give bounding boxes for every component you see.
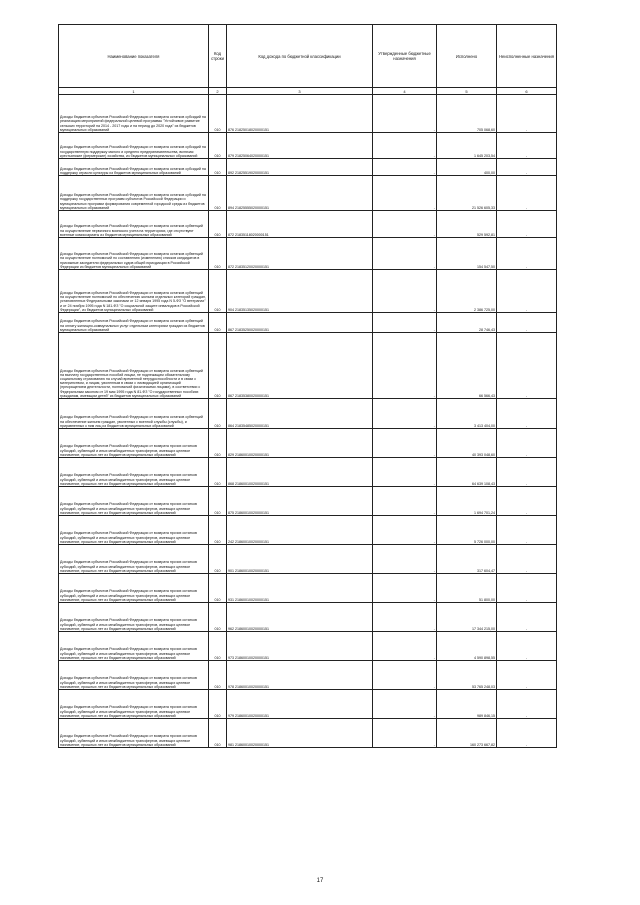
row-unexecuted: - <box>497 516 557 545</box>
row-approved: - <box>373 458 437 487</box>
col-number: 1 <box>59 88 209 95</box>
table-row <box>59 159 557 176</box>
row-unexecuted: - <box>497 429 557 458</box>
row-approved: - <box>373 399 437 429</box>
table-row <box>59 399 557 429</box>
table-row <box>59 574 557 603</box>
row-unexecuted: - <box>497 176 557 211</box>
row-unexecuted: - <box>497 690 557 719</box>
row-executed: 4 590 898,55 <box>437 632 497 661</box>
header-name: Наименование показателя <box>59 25 209 88</box>
table-row <box>59 661 557 690</box>
row-executed: 3 413 404,00 <box>437 399 497 429</box>
row-executed: 989 846,15 <box>437 690 497 719</box>
row-unexecuted: - <box>497 399 557 429</box>
row-unexecuted: - <box>497 211 557 238</box>
row-line-code: 010 <box>209 603 227 632</box>
table-row <box>59 176 557 211</box>
table-row <box>59 545 557 574</box>
row-name: Доходы бюджетов субъектов Российской Федерации от возврата остатков субсидий на государственную поддержку малого и среднего предпринимательства, включая крестьянские (фермерские) хозяйства, из бюджетов муниципальных образований <box>59 133 209 159</box>
row-income-code: 872 21835118020000151 <box>227 211 373 238</box>
table-row <box>59 603 557 632</box>
row-approved: - <box>373 719 437 748</box>
row-line-code: 010 <box>209 690 227 719</box>
row-unexecuted: - <box>497 159 557 176</box>
row-unexecuted: - <box>497 487 557 516</box>
row-line-code: 010 <box>209 574 227 603</box>
row-executed: 5 726 000,00 <box>437 516 497 545</box>
row-approved: - <box>373 95 437 133</box>
row-unexecuted: - <box>497 458 557 487</box>
row-approved: - <box>373 159 437 176</box>
row-name: Доходы бюджетов субъектов Российской Федерации от возврата прочих остатков субсидий, субвенций и иных межбюджетных трансфертов, имеющих целевое назначение, прошлых лет из бюджетов муниципальных образований <box>59 458 209 487</box>
row-name: Доходы бюджетов субъектов Российской Федерации от возврата остатков субвенций на осуществление полномочий по обеспечению жильем отдельных категорий граждан, установленных Федеральными законами от 12 января 1995 года N 5-ФЗ "О ветеранах" и от 24 ноября 1995 года N 181-ФЗ "О социальной защите инвалидов в Российской Федерации", из бюджетов муниципальных образований <box>59 270 209 313</box>
row-income-code: 876 21825018020000151 <box>227 95 373 133</box>
row-income-code: 904 21835135020000151 <box>227 270 373 313</box>
row-line-code: 010 <box>209 313 227 333</box>
header-unexecuted: Неисполненные назначения <box>497 25 557 88</box>
row-unexecuted: - <box>497 333 557 399</box>
row-income-code: 892 21825519020000151 <box>227 159 373 176</box>
row-approved: - <box>373 574 437 603</box>
row-approved: - <box>373 603 437 632</box>
row-name: Доходы бюджетов субъектов Российской Федерации от возврата остатков субсидий на реализацию мероприятий федеральной целевой программы "Устойчивое развитие сельских территорий на 2014 - 2017 годы и на период до 2020 года" из бюджетов муниципальных образований <box>59 95 209 133</box>
row-name: Доходы бюджетов субъектов Российской Федерации от возврата остатков субвенций на выплату государственных пособий лицам, не подлежащим обязательному социальному страхованию на случай временной нетрудоспособности и в связи с материнством, и лицам, уволенным в связи с ликвидацией организаций (прекращением деятельности, полномочий физическими лицами), в соответствии с Федеральным законом от 19 мая 1995 года N 81-ФЗ "О государственных пособиях гражданам, имеющим детей" из бюджетов муниципальных образований <box>59 333 209 399</box>
row-unexecuted: - <box>497 238 557 270</box>
row-income-code: 867 21835250020000151 <box>227 313 373 333</box>
row-line-code: 010 <box>209 95 227 133</box>
row-executed: 160 273 667,82 <box>437 719 497 748</box>
row-executed: 21 526 605,33 <box>437 176 497 211</box>
row-approved: - <box>373 238 437 270</box>
row-executed: 400,00 <box>437 159 497 176</box>
row-line-code: 010 <box>209 238 227 270</box>
row-line-code: 010 <box>209 661 227 690</box>
row-line-code: 010 <box>209 211 227 238</box>
row-income-code: 962 21860010020000151 <box>227 603 373 632</box>
row-line-code: 010 <box>209 632 227 661</box>
row-line-code: 010 <box>209 719 227 748</box>
row-executed: 2 386 725,00 <box>437 270 497 313</box>
table-row <box>59 429 557 458</box>
row-approved: - <box>373 176 437 211</box>
row-approved: - <box>373 313 437 333</box>
row-unexecuted: - <box>497 574 557 603</box>
row-income-code: 973 21860010020000151 <box>227 632 373 661</box>
row-approved: - <box>373 661 437 690</box>
row-income-code: 872 21835120020000151 <box>227 238 373 270</box>
row-approved: - <box>373 545 437 574</box>
row-name: Доходы бюджетов субъектов Российской Федерации от возврата прочих остатков субсидий, субвенций и иных межбюджетных трансфертов, имеющих целевое назначение, прошлых лет из бюджетов муниципальных образований <box>59 603 209 632</box>
row-approved: - <box>373 333 437 399</box>
row-unexecuted: - <box>497 603 557 632</box>
row-approved: - <box>373 487 437 516</box>
table-row <box>59 270 557 313</box>
row-name: Доходы бюджетов субъектов Российской Федерации от возврата остатков субвенций на осуществление полномочий по составлению (изменению) списков кандидатов в присяжные заседатели федеральных судов общей юрисдикции в Российской Федерации из бюджетов муниципальных образований <box>59 238 209 270</box>
row-line-code: 010 <box>209 270 227 313</box>
budget-report-table <box>58 24 557 748</box>
row-executed: 51 800,00 <box>437 574 497 603</box>
row-executed: 66 566,43 <box>437 333 497 399</box>
row-income-code: 978 21860010020000151 <box>227 661 373 690</box>
row-approved: - <box>373 133 437 159</box>
col-number: 4 <box>373 88 437 95</box>
row-line-code: 010 <box>209 429 227 458</box>
row-name: Доходы бюджетов субъектов Российской Федерации от возврата прочих остатков субсидий, субвенций и иных межбюджетных трансфертов, имеющих целевое назначение, прошлых лет из бюджетов муниципальных образований <box>59 574 209 603</box>
row-executed: 529 592,81 <box>437 211 497 238</box>
header-line-code: Код строки <box>209 25 227 88</box>
row-name: Доходы бюджетов субъектов Российской Федерации от возврата прочих остатков субсидий, субвенций и иных межбюджетных трансфертов, имеющих целевое назначение, прошлых лет из бюджетов муниципальных образований <box>59 516 209 545</box>
table-row <box>59 211 557 238</box>
row-name: Доходы бюджетов субъектов Российской Федерации от возврата остатков субвенций на осуществление первичного воинского учета на территориях, где отсутствуют военные комиссариаты из бюджетов муниципальных образований <box>59 211 209 238</box>
row-name: Доходы бюджетов субъектов Российской Федерации от возврата прочих остатков субсидий, субвенций и иных межбюджетных трансфертов, имеющих целевое назначение, прошлых лет из бюджетов муниципальных образований <box>59 719 209 748</box>
table-body <box>59 95 557 748</box>
row-income-code: 931 21860010020000151 <box>227 574 373 603</box>
row-unexecuted: - <box>497 313 557 333</box>
table-row <box>59 333 557 399</box>
header-executed: Исполнено <box>437 25 497 88</box>
row-unexecuted: - <box>497 545 557 574</box>
row-income-code: 879 21825064020000151 <box>227 133 373 159</box>
col-number: 6 <box>497 88 557 95</box>
row-income-code: 868 21860010020000151 <box>227 458 373 487</box>
table-row <box>59 133 557 159</box>
table-row <box>59 313 557 333</box>
row-executed: 1 694 701,24 <box>437 487 497 516</box>
header-income-code: Код дохода по бюджетной классификации <box>227 25 373 88</box>
row-approved: - <box>373 270 437 313</box>
col-number: 3 <box>227 88 373 95</box>
table-row <box>59 719 557 748</box>
row-name: Доходы бюджетов субъектов Российской Федерации от возврата остатков субвенций на оплату жилищно-коммунальных услуг отдельным категориям граждан из бюджетов муниципальных образований <box>59 313 209 333</box>
row-name: Доходы бюджетов субъектов Российской Федерации от возврата остатков субсидий на поддержку отрасли культуры из бюджетов муниципальных образований <box>59 159 209 176</box>
row-unexecuted: - <box>497 133 557 159</box>
row-name: Доходы бюджетов субъектов Российской Федерации от возврата прочих остатков субсидий, субвенций и иных межбюджетных трансфертов, имеющих целевое назначение, прошлых лет из бюджетов муниципальных образований <box>59 690 209 719</box>
table-row <box>59 95 557 133</box>
row-name: Доходы бюджетов субъектов Российской Федерации от возврата прочих остатков субсидий, субвенций и иных межбюджетных трансфертов, имеющих целевое назначение, прошлых лет из бюджетов муниципальных образований <box>59 661 209 690</box>
row-line-code: 010 <box>209 133 227 159</box>
row-name: Доходы бюджетов субъектов Российской Федерации от возврата прочих остатков субсидий, субвенций и иных межбюджетных трансфертов, имеющих целевое назначение, прошлых лет из бюджетов муниципальных образований <box>59 429 209 458</box>
row-line-code: 010 <box>209 487 227 516</box>
table-row <box>59 487 557 516</box>
header-row <box>59 25 557 88</box>
row-executed: 17 344 215,00 <box>437 603 497 632</box>
row-line-code: 010 <box>209 458 227 487</box>
row-approved: - <box>373 516 437 545</box>
row-executed: 53 765 248,03 <box>437 661 497 690</box>
row-income-code: 979 21860010020000151 <box>227 690 373 719</box>
header-approved: Утвержденные бюджетные назначения <box>373 25 437 88</box>
row-income-code: 829 21860010020000151 <box>227 429 373 458</box>
row-approved: - <box>373 690 437 719</box>
page-number: 17 <box>316 878 324 884</box>
row-unexecuted: - <box>497 270 557 313</box>
row-name: Доходы бюджетов субъектов Российской Федерации от возврата остатков субвенций на обеспечение жильем граждан, уволенных с военной службы (службы), и приравненных к ним лиц из бюджетов муниципальных образований <box>59 399 209 429</box>
col-number: 2 <box>209 88 227 95</box>
row-executed: 317 604,47 <box>437 545 497 574</box>
row-income-code: 242 21860010020000151 <box>227 516 373 545</box>
row-executed: 40 393 048,60 <box>437 429 497 458</box>
row-unexecuted: - <box>497 95 557 133</box>
row-income-code: 864 21835485020000151 <box>227 399 373 429</box>
row-approved: - <box>373 632 437 661</box>
row-unexecuted: - <box>497 661 557 690</box>
row-name: Доходы бюджетов субъектов Российской Федерации от возврата прочих остатков субсидий, субвенций и иных межбюджетных трансфертов, имеющих целевое назначение, прошлых лет из бюджетов муниципальных образований <box>59 632 209 661</box>
table-row <box>59 458 557 487</box>
row-line-code: 010 <box>209 399 227 429</box>
row-executed: 154 547,50 <box>437 238 497 270</box>
row-income-code: 901 21860010020000151 <box>227 545 373 574</box>
row-unexecuted: - <box>497 632 557 661</box>
row-executed: 705 068,60 <box>437 95 497 133</box>
row-line-code: 010 <box>209 159 227 176</box>
table-row <box>59 632 557 661</box>
row-income-code: 981 21860010020000151 <box>227 719 373 748</box>
row-unexecuted: - <box>497 719 557 748</box>
row-line-code: 010 <box>209 333 227 399</box>
table-row <box>59 516 557 545</box>
row-name: Доходы бюджетов субъектов Российской Федерации от возврата прочих остатков субсидий, субвенций и иных межбюджетных трансфертов, имеющих целевое назначение, прошлых лет из бюджетов муниципальных образований <box>59 545 209 574</box>
row-line-code: 010 <box>209 545 227 574</box>
row-name: Доходы бюджетов субъектов Российской Федерации от возврата остатков субсидий на поддержку государственных программ субъектов Российской Федерации и муниципальных программ формирования современной городской среды из бюджетов муниципальных образований <box>59 176 209 211</box>
row-approved: - <box>373 211 437 238</box>
row-executed: 64 639 108,43 <box>437 458 497 487</box>
row-income-code: 875 21860010020000151 <box>227 487 373 516</box>
col-number: 5 <box>437 88 497 95</box>
column-number-row <box>59 88 557 95</box>
table-row <box>59 690 557 719</box>
row-income-code: 894 21825555020000151 <box>227 176 373 211</box>
row-executed: 1 645 203,54 <box>437 133 497 159</box>
row-executed: 28 746,43 <box>437 313 497 333</box>
row-line-code: 010 <box>209 176 227 211</box>
row-income-code: 867 21835380020000151 <box>227 333 373 399</box>
row-name: Доходы бюджетов субъектов Российской Федерации от возврата прочих остатков субсидий, субвенций и иных межбюджетных трансфертов, имеющих целевое назначение, прошлых лет из бюджетов муниципальных образований <box>59 487 209 516</box>
table-row <box>59 238 557 270</box>
row-approved: - <box>373 429 437 458</box>
row-line-code: 010 <box>209 516 227 545</box>
